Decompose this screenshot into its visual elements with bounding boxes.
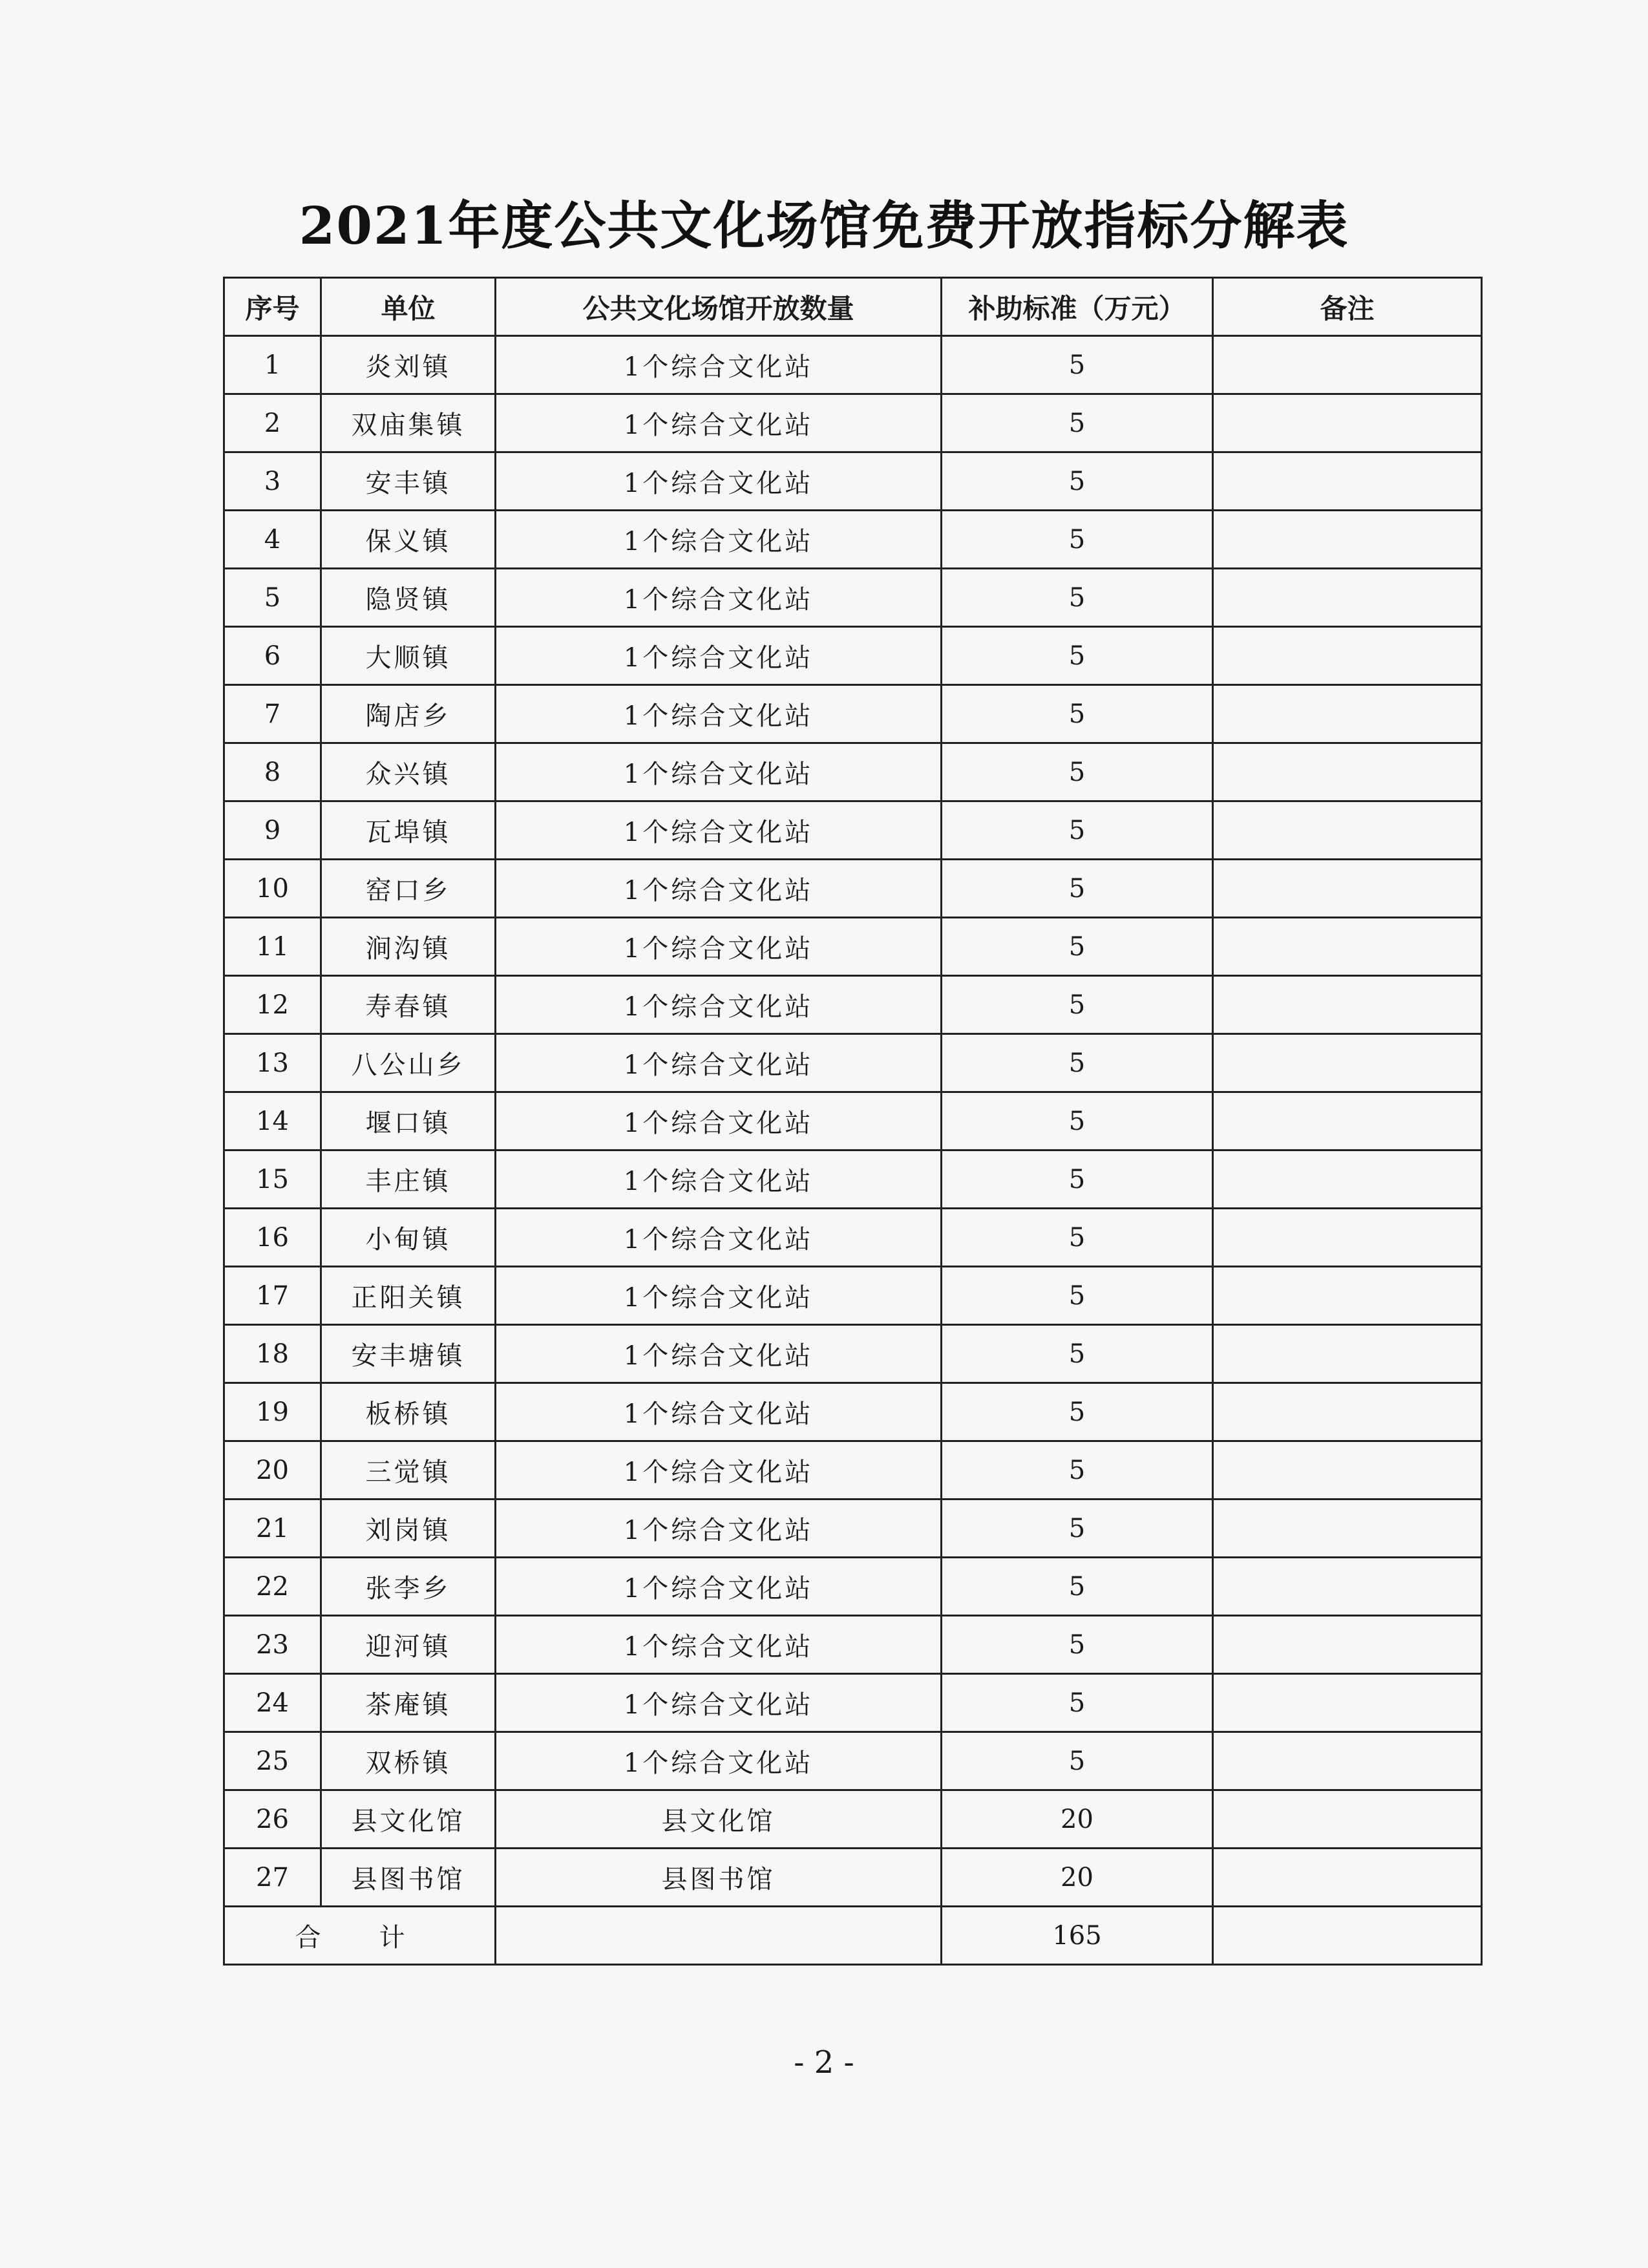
cell-no: 2 [224,394,321,452]
cell-unit: 茶庵镇 [321,1674,496,1732]
table-row [224,627,1482,685]
cell-count: 1个综合文化站 [496,1267,942,1325]
cell-unit: 迎河镇 [321,1616,496,1674]
cell-no: 10 [224,860,321,918]
table-row [224,1849,1482,1907]
cell-subsidy: 5 [942,394,1213,452]
cell-no: 21 [224,1500,321,1558]
cell-subsidy: 5 [942,1034,1213,1092]
cell-count: 1个综合文化站 [496,627,942,685]
cell-no: 22 [224,1558,321,1616]
cell-unit: 三觉镇 [321,1441,496,1500]
cell-remark [1213,1383,1482,1441]
table-row [224,1441,1482,1500]
cell-subsidy: 5 [942,1383,1213,1441]
cell-count: 1个综合文化站 [496,1500,942,1558]
table-row [224,511,1482,569]
table-row [224,1150,1482,1209]
cell-no: 19 [224,1383,321,1441]
cell-no: 1 [224,336,321,394]
cell-subsidy: 20 [942,1849,1213,1907]
cell-remark [1213,569,1482,627]
cell-subsidy: 5 [942,1092,1213,1150]
cell-no: 17 [224,1267,321,1325]
table-row [224,1674,1482,1732]
cell-remark [1213,1441,1482,1500]
total-label: 合计 [224,1907,496,1965]
cell-no: 12 [224,976,321,1034]
cell-count: 1个综合文化站 [496,1092,942,1150]
cell-count: 1个综合文化站 [496,743,942,801]
cell-remark [1213,336,1482,394]
cell-subsidy: 5 [942,743,1213,801]
cell-count: 1个综合文化站 [496,1616,942,1674]
table-row [224,1732,1482,1790]
cell-subsidy: 5 [942,1558,1213,1616]
cell-unit: 安丰塘镇 [321,1325,496,1383]
cell-no: 25 [224,1732,321,1790]
cell-unit: 堰口镇 [321,1092,496,1150]
cell-subsidy: 5 [942,1325,1213,1383]
cell-remark [1213,1325,1482,1383]
table-body [224,336,1482,1907]
cell-subsidy: 5 [942,336,1213,394]
header-count: 公共文化场馆开放数量 [496,278,942,336]
cell-count: 1个综合文化站 [496,394,942,452]
cell-unit: 小甸镇 [321,1209,496,1267]
cell-no: 3 [224,452,321,511]
cell-unit: 隐贤镇 [321,569,496,627]
cell-count: 1个综合文化站 [496,860,942,918]
cell-remark [1213,452,1482,511]
cell-count: 1个综合文化站 [496,801,942,860]
cell-remark [1213,743,1482,801]
cell-count: 1个综合文化站 [496,569,942,627]
cell-unit: 张李乡 [321,1558,496,1616]
cell-unit: 板桥镇 [321,1383,496,1441]
cell-no: 5 [224,569,321,627]
cell-subsidy: 5 [942,1500,1213,1558]
cell-unit: 大顺镇 [321,627,496,685]
cell-unit: 双庙集镇 [321,394,496,452]
table-row [224,336,1482,394]
cell-count: 1个综合文化站 [496,1150,942,1209]
table-row [224,976,1482,1034]
cell-count: 1个综合文化站 [496,1732,942,1790]
cell-subsidy: 5 [942,860,1213,918]
cell-subsidy: 5 [942,918,1213,976]
cell-subsidy: 5 [942,1674,1213,1732]
cell-unit: 丰庄镇 [321,1150,496,1209]
total-subsidy: 165 [942,1907,1213,1965]
cell-unit: 县图书馆 [321,1849,496,1907]
cell-remark [1213,1500,1482,1558]
cell-unit: 县文化馆 [321,1790,496,1849]
cell-no: 7 [224,685,321,743]
cell-unit: 众兴镇 [321,743,496,801]
table-row [224,860,1482,918]
cell-remark [1213,860,1482,918]
cell-remark [1213,1732,1482,1790]
cell-subsidy: 5 [942,1209,1213,1267]
cell-count: 1个综合文化站 [496,1558,942,1616]
cell-count: 1个综合文化站 [496,1209,942,1267]
cell-count: 1个综合文化站 [496,1441,942,1500]
cell-unit: 炎刘镇 [321,336,496,394]
cell-unit: 涧沟镇 [321,918,496,976]
cell-remark [1213,1267,1482,1325]
table-header-row [224,278,1482,336]
cell-no: 23 [224,1616,321,1674]
table-row [224,1558,1482,1616]
cell-count: 1个综合文化站 [496,1325,942,1383]
cell-no: 6 [224,627,321,685]
table-row [224,1790,1482,1849]
cell-unit: 八公山乡 [321,1034,496,1092]
cell-unit: 窑口乡 [321,860,496,918]
cell-unit: 安丰镇 [321,452,496,511]
table-row [224,394,1482,452]
table-row [224,1383,1482,1441]
cell-remark [1213,1150,1482,1209]
cell-remark [1213,1674,1482,1732]
table-row [224,569,1482,627]
cell-subsidy: 5 [942,685,1213,743]
cell-remark [1213,627,1482,685]
header-unit: 单位 [321,278,496,336]
cell-remark [1213,685,1482,743]
table-row [224,743,1482,801]
cell-remark [1213,1209,1482,1267]
cell-count: 1个综合文化站 [496,452,942,511]
cell-no: 16 [224,1209,321,1267]
table-row [224,1267,1482,1325]
cell-no: 4 [224,511,321,569]
cell-no: 27 [224,1849,321,1907]
cell-remark [1213,1092,1482,1150]
cell-count: 1个综合文化站 [496,1034,942,1092]
table-row [224,1034,1482,1092]
cell-count: 1个综合文化站 [496,976,942,1034]
cell-unit: 双桥镇 [321,1732,496,1790]
cell-no: 9 [224,801,321,860]
cell-no: 20 [224,1441,321,1500]
cell-remark [1213,1034,1482,1092]
cell-unit: 寿春镇 [321,976,496,1034]
header-no: 序号 [224,278,321,336]
cell-unit: 正阳关镇 [321,1267,496,1325]
cell-no: 15 [224,1150,321,1209]
cell-count: 1个综合文化站 [496,1674,942,1732]
cell-count: 1个综合文化站 [496,1383,942,1441]
cell-remark [1213,1558,1482,1616]
cell-remark [1213,394,1482,452]
table-row [224,801,1482,860]
table-row [224,1500,1482,1558]
cell-subsidy: 5 [942,1267,1213,1325]
cell-count: 1个综合文化站 [496,511,942,569]
cell-no: 8 [224,743,321,801]
cell-subsidy: 5 [942,801,1213,860]
allocation-table [223,277,1483,1966]
cell-unit: 保义镇 [321,511,496,569]
cell-unit: 瓦埠镇 [321,801,496,860]
cell-subsidy: 5 [942,569,1213,627]
cell-remark [1213,1616,1482,1674]
page-title: 2021年度公共文化场馆免费开放指标分解表 [299,195,1349,256]
cell-no: 13 [224,1034,321,1092]
header-remark: 备注 [1213,278,1482,336]
cell-remark [1213,918,1482,976]
table-row [224,1325,1482,1383]
total-remark [1213,1907,1482,1965]
cell-no: 18 [224,1325,321,1383]
cell-no: 11 [224,918,321,976]
cell-subsidy: 5 [942,1150,1213,1209]
cell-remark [1213,976,1482,1034]
total-count [496,1907,942,1965]
page-number: - 2 - [794,2044,854,2081]
cell-unit: 刘岗镇 [321,1500,496,1558]
total-row [224,1907,1482,1965]
cell-subsidy: 20 [942,1790,1213,1849]
cell-remark [1213,801,1482,860]
cell-no: 14 [224,1092,321,1150]
cell-subsidy: 5 [942,627,1213,685]
table-row [224,452,1482,511]
cell-subsidy: 5 [942,511,1213,569]
cell-count: 县文化馆 [496,1790,942,1849]
header-subsidy: 补助标准（万元） [942,278,1213,336]
cell-subsidy: 5 [942,1441,1213,1500]
cell-subsidy: 5 [942,452,1213,511]
cell-count: 县图书馆 [496,1849,942,1907]
cell-remark [1213,511,1482,569]
cell-subsidy: 5 [942,1616,1213,1674]
cell-subsidy: 5 [942,976,1213,1034]
table-row [224,1092,1482,1150]
cell-unit: 陶店乡 [321,685,496,743]
cell-count: 1个综合文化站 [496,336,942,394]
table-row [224,685,1482,743]
cell-count: 1个综合文化站 [496,685,942,743]
cell-no: 24 [224,1674,321,1732]
table-row [224,1616,1482,1674]
table-row [224,918,1482,976]
cell-subsidy: 5 [942,1732,1213,1790]
cell-count: 1个综合文化站 [496,918,942,976]
cell-no: 26 [224,1790,321,1849]
table-row [224,1209,1482,1267]
cell-remark [1213,1849,1482,1907]
cell-remark [1213,1790,1482,1849]
